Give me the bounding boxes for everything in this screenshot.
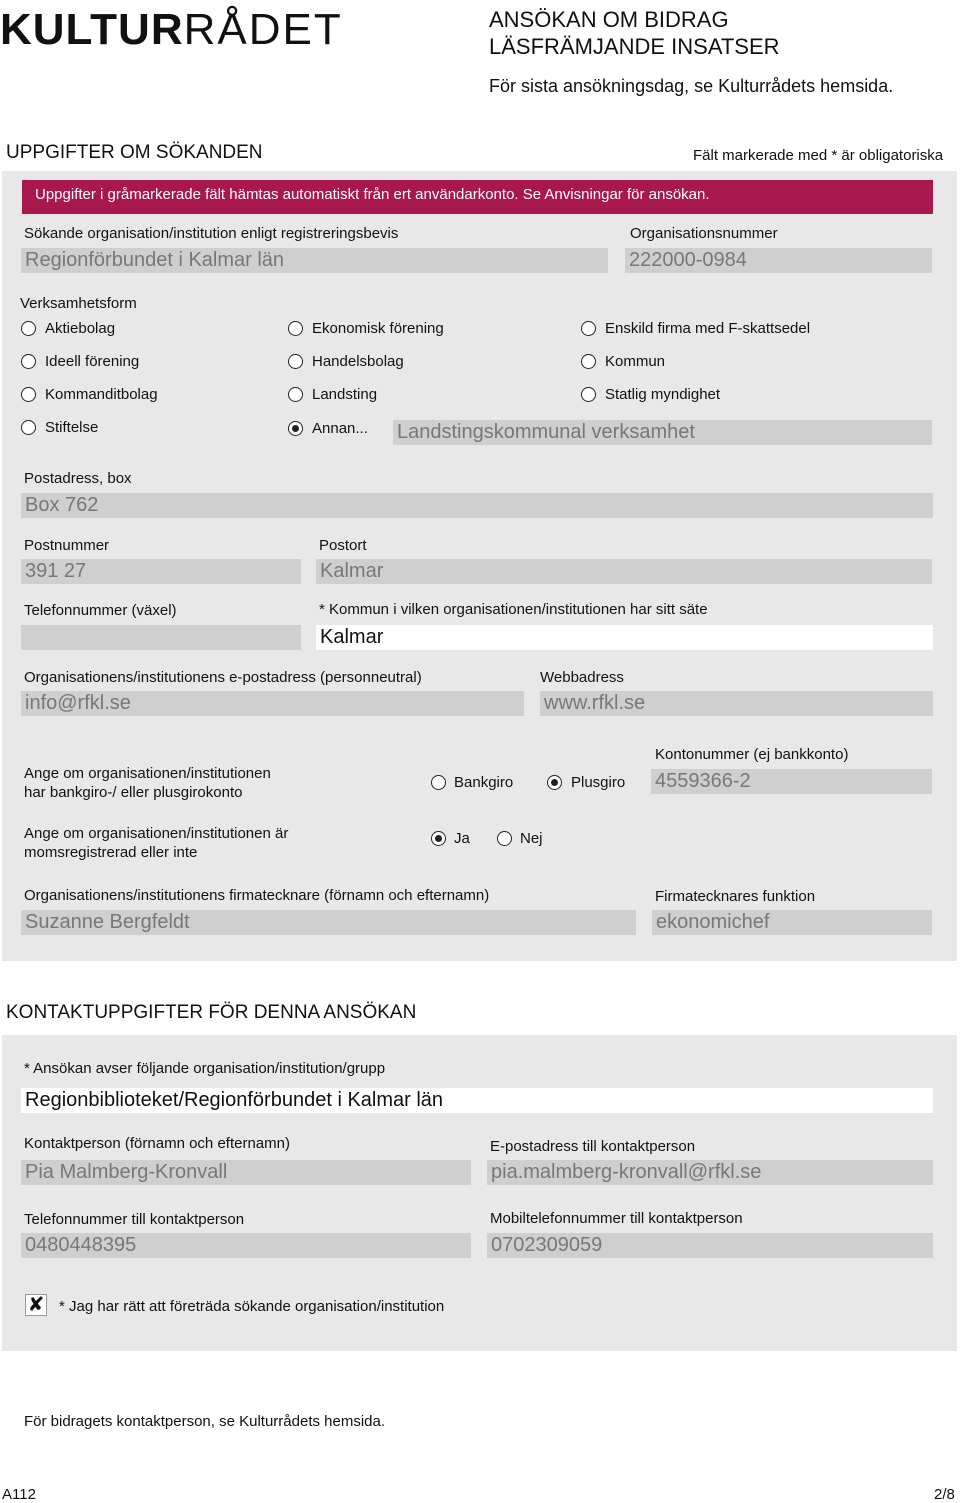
kommun-label: * Kommun i vilken organisationen/institutionen har sitt säte (319, 601, 708, 618)
postnr-label: Postnummer (24, 537, 110, 554)
app-for-field[interactable]: Regionbiblioteket/Regionförbundet i Kalmar län (21, 1088, 933, 1113)
radio-label: Statlig myndighet (605, 386, 721, 403)
radio-kommun[interactable] (581, 354, 596, 369)
radio-landsting[interactable] (288, 387, 303, 402)
info-banner: Uppgifter i gråmarkerade fält hämtas automatiskt från ert användarkonto. Se Anvisningar för ansökan. (22, 180, 933, 214)
giro-question: Ange om organisationen/institutionen har bankgiro-/ eller plusgirokonto (24, 765, 271, 801)
radio-plusgiro[interactable] (547, 775, 562, 790)
radio-label: Plusgiro (571, 774, 626, 791)
other-form-field[interactable]: Landstingskommunal verksamhet (393, 420, 932, 445)
contact-email-label: E-postadress till kontaktperson (490, 1138, 696, 1155)
org-field[interactable]: Regionförbundet i Kalmar län (21, 248, 608, 273)
radio-label: Aktiebolag (45, 320, 116, 337)
orgnr-field[interactable]: 222000-0984 (625, 248, 932, 273)
radio-statlig-myndighet[interactable] (581, 387, 596, 402)
postort-label: Postort (319, 537, 367, 554)
radio-bankgiro[interactable] (431, 775, 446, 790)
orgnr-label: Organisationsnummer (630, 225, 778, 242)
footer-note: För bidragets kontaktperson, se Kulturrådets hemsida. (24, 1413, 386, 1430)
radio-label: Landsting (312, 386, 378, 403)
postort-field[interactable]: Kalmar (316, 559, 932, 584)
section-title-contact: KONTAKTUPPGIFTER FÖR DENNA ANSÖKAN (6, 1002, 417, 1023)
radio-label: Kommanditbolag (45, 386, 158, 403)
authority-checkbox[interactable]: ✘ (25, 1294, 47, 1316)
radio-label: Enskild firma med F-skattsedel (605, 320, 811, 337)
web-label: Webbadress (540, 669, 624, 686)
signer-label: Organisationens/institutionens firmatecknare (förnamn och efternamn) (24, 887, 490, 904)
postaddr-label: Postadress, box (24, 470, 132, 487)
email-field[interactable]: info@rfkl.se (21, 691, 524, 716)
radio-label: Ja (454, 830, 470, 847)
phone-label: Telefonnummer (växel) (24, 602, 177, 619)
section-title-applicant: UPPGIFTER OM SÖKANDEN (6, 142, 263, 163)
contact-mobile-label: Mobiltelefonnummer till kontaktperson (490, 1210, 743, 1227)
org-label: Sökande organisation/institution enligt registreringsbevis (24, 225, 399, 242)
radio-moms-nej[interactable] (497, 831, 512, 846)
account-field[interactable]: 4559366-2 (651, 769, 932, 794)
form-subtitle: För sista ansökningsdag, se Kulturrådets hemsida. (489, 76, 894, 96)
radio-annan[interactable] (288, 421, 303, 436)
phone-field[interactable] (21, 625, 301, 650)
radio-label: Handelsbolag (312, 353, 404, 370)
contact-phone-field[interactable]: 0480448395 (21, 1233, 471, 1258)
account-label: Kontonummer (ej bankkonto) (655, 746, 849, 763)
radio-ekonomisk-forening[interactable] (288, 321, 303, 336)
radio-kommanditbolag[interactable] (21, 387, 36, 402)
authority-label: * Jag har rätt att företräda sökande organisation/institution (59, 1298, 445, 1315)
email-label: Organisationens/institutionens e-postadress (personneutral) (24, 669, 422, 686)
required-note: Fält markerade med * är obligatoriska (693, 147, 944, 164)
signer-field[interactable]: Suzanne Bergfeldt (21, 910, 636, 935)
radio-label: Bankgiro (454, 774, 514, 791)
form-code: A112 (2, 1486, 36, 1503)
signer-role-label: Firmatecknares funktion (655, 888, 816, 905)
web-field[interactable]: www.rfkl.se (540, 691, 933, 716)
radio-label: Kommun (605, 353, 666, 370)
postnr-field[interactable]: 391 27 (21, 559, 301, 584)
contact-phone-label: Telefonnummer till kontaktperson (24, 1211, 245, 1228)
contact-mobile-field[interactable]: 0702309059 (487, 1233, 933, 1258)
moms-question: Ange om organisationen/institutionen är momsregistrerad eller inte (24, 825, 289, 861)
app-for-label: * Ansökan avser följande organisation/institution/grupp (24, 1060, 386, 1077)
kulturradet-logo: KULTURRÅDET (0, 5, 343, 54)
form-type-label: Verksamhetsform (20, 295, 137, 312)
contact-label: Kontaktperson (förnamn och efternamn) (24, 1135, 290, 1152)
radio-aktiebolag[interactable] (21, 321, 36, 336)
radio-moms-ja[interactable] (431, 831, 446, 846)
kommun-field[interactable]: Kalmar (316, 625, 933, 650)
radio-ideell-forening[interactable] (21, 354, 36, 369)
radio-label: Ekonomisk förening (312, 320, 444, 337)
radio-label: Annan... (312, 420, 368, 437)
signer-role-field[interactable]: ekonomichef (652, 910, 932, 935)
postaddr-field[interactable]: Box 762 (21, 493, 933, 518)
radio-stiftelse[interactable] (21, 420, 36, 435)
radio-handelsbolag[interactable] (288, 354, 303, 369)
page-number: 2/8 (934, 1486, 955, 1503)
contact-field[interactable]: Pia Malmberg-Kronvall (21, 1160, 471, 1185)
radio-label: Ideell förening (45, 353, 140, 370)
form-title: ANSÖKAN OM BIDRAG LÄSFRÄMJANDE INSATSER (489, 7, 780, 59)
radio-label: Nej (520, 830, 543, 847)
radio-label: Stiftelse (45, 419, 99, 436)
radio-enskild-firma[interactable] (581, 321, 596, 336)
contact-email-field[interactable]: pia.malmberg-kronvall@rfkl.se (487, 1160, 933, 1185)
